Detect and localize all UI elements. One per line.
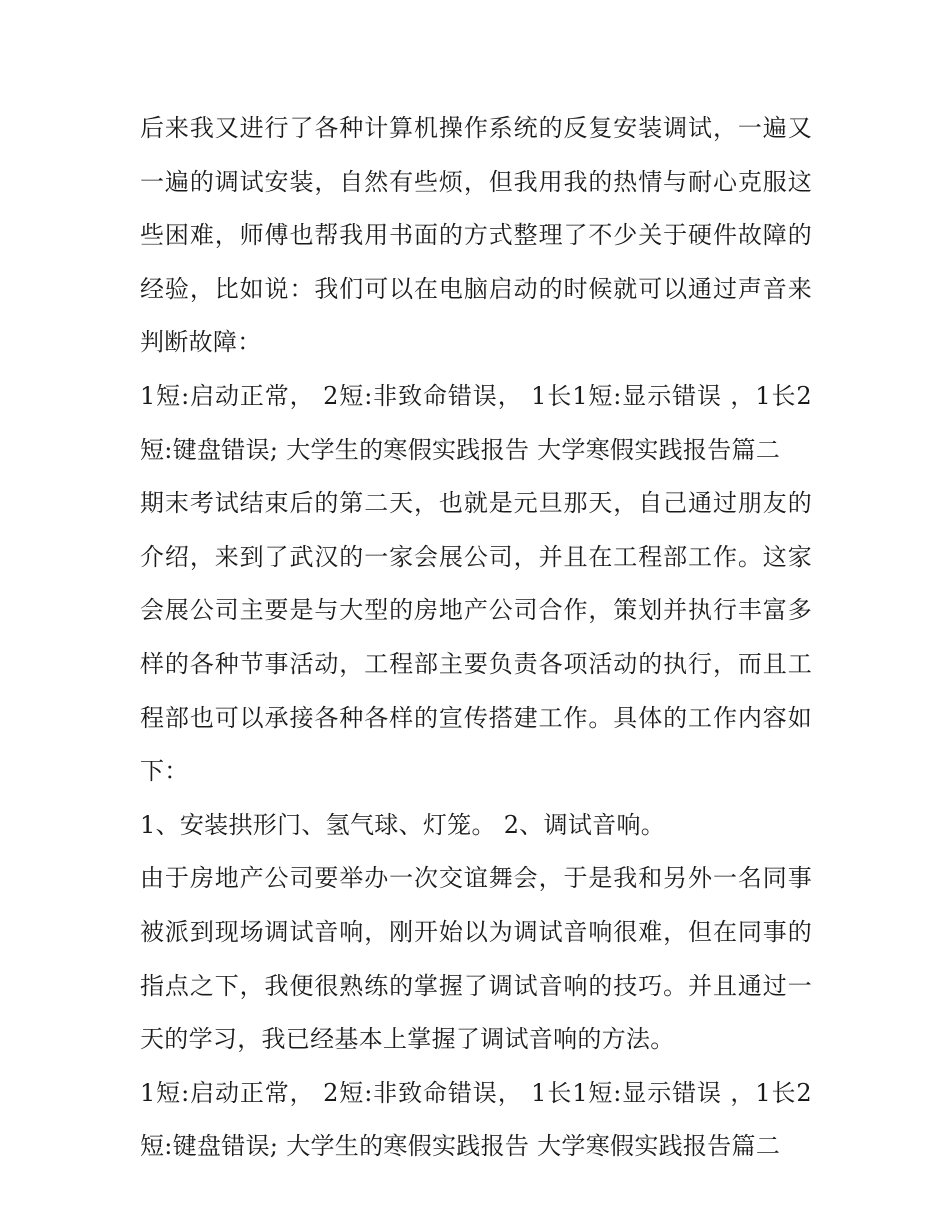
paragraph-beep-codes-repeat: 1短:启动正常， 2短:非致命错误， 1长1短:显示错误 ，1长2短:键盘错误; 大学生的寒假实践报告 大学寒假实践报告篇二 <box>140 1078 812 1161</box>
paragraph-beep-codes: 1短:启动正常， 2短:非致命错误， 1长1短:显示错误 ，1长2短:键盘错误; 大学生的寒假实践报告 大学寒假实践报告篇二 <box>140 381 812 464</box>
paragraph-exhibition-company: 期末考试结束后的第二天，也就是元旦那天，自己通过朋友的介绍，来到了武汉的一家会展公司，并且在工程部工作。这家会展公司主要是与大型的房地产公司合作，策划并执行丰富多样的各种节事活动，工程部主要负责各项活动的执行，而且工程部也可以承接各种各样的宣传搭建工作。具体的工作内容如下： <box>140 489 812 786</box>
paragraph-audio-debugging: 由于房地产公司要举办一次交谊舞会，于是我和另外一名同事被派到现场调试音响，刚开始以为调试音响很难，但在同事的指点之下，我便很熟练的掌握了调试音响的技巧。并且通过一天的学习，我已经基本上掌握了调试音响的方法。 <box>140 864 812 1054</box>
paragraph-system-install: 后来我又进行了各种计算机操作系统的反复安装调试，一遍又一遍的调试安装，自然有些烦，但我用我的热情与耐心克服这些困难，师傅也帮我用书面的方式整理了不少关于硬件故障的经验，比如说：我们可以在电脑启动的时候就可以通过声音来判断故障： <box>140 114 812 357</box>
paragraph-work-items: 1、安装拱形门、氢气球、灯笼。 2、调试音响。 <box>140 810 666 839</box>
document-body <box>140 102 812 1174</box>
